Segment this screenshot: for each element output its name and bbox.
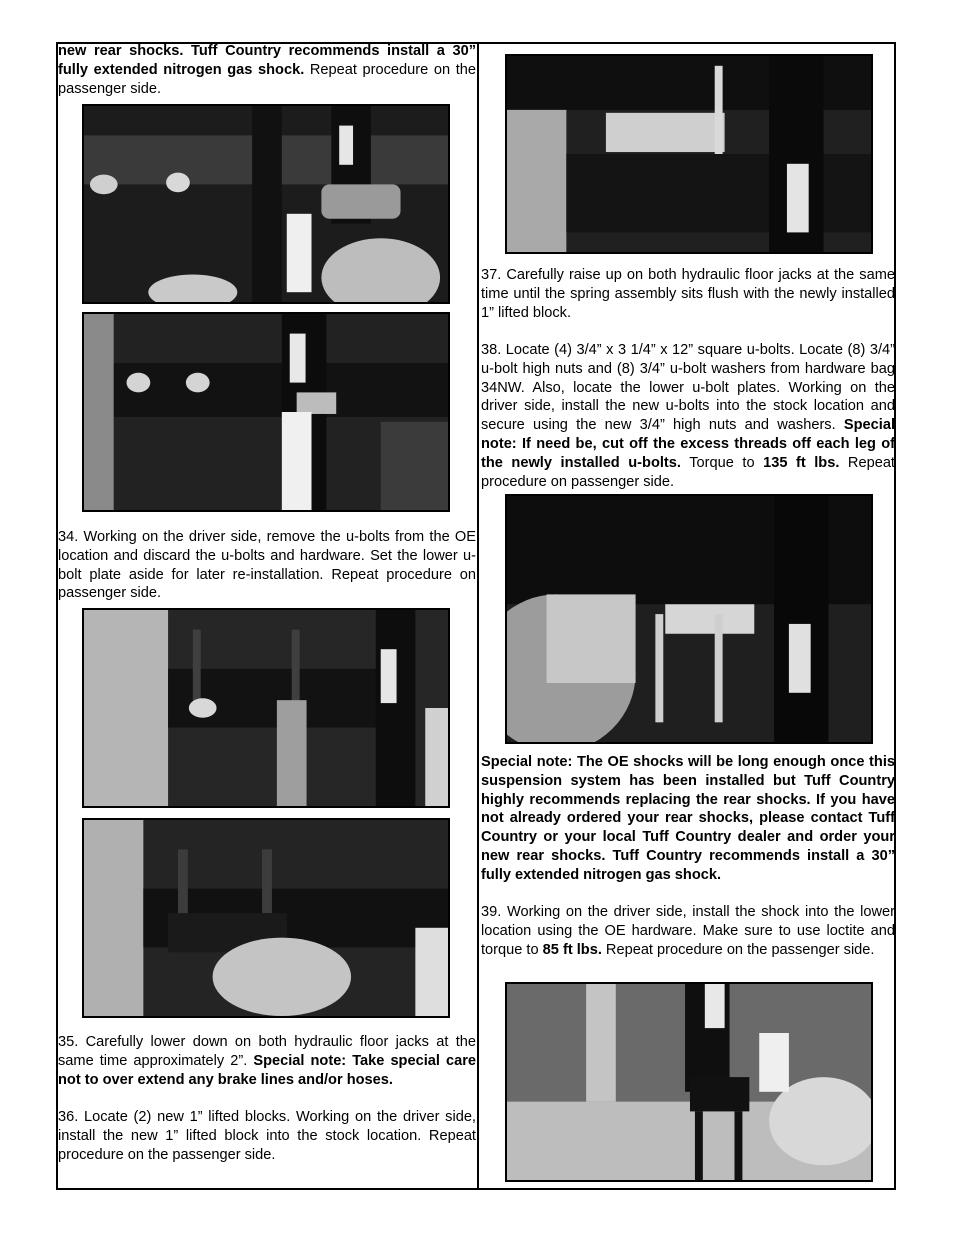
step-39 <box>481 903 895 959</box>
step-38-torque: 135 ft lbs. <box>763 454 840 471</box>
intro-bold: new rear shocks. Tuff Country recommends install a 30” fully extended nitrogen gas shock. <box>58 43 476 78</box>
step-39-repeat: Repeat procedure on the passenger side. <box>601 941 875 958</box>
step-38-repeat: Repeat procedure on passenger side. <box>481 454 895 490</box>
intro-rest: Repeat procedure on the passenger side. <box>58 61 476 97</box>
step-38-torque-label: Torque to <box>680 454 764 471</box>
step-38-text: 38. Locate (4) 3/4” x 3 1/4” x 12” square u-bolts. Locate (8) 3/4” u-bolt high nuts and (8) 3/4” u-bolt washers from hardware bag 34NW. Also, locate the lower u-bolt plates. Working on the driver side, install the new u-bolts into the stock location and secure using the new 3/4” high nuts and washers. <box>481 342 895 434</box>
step-39-text: 39. Working on the driver side, install the shock into the lower location using the OE hardware. Make sure to use loctite and torque to <box>481 904 895 958</box>
photo-ubolt-plate <box>82 818 450 1018</box>
step-38 <box>481 341 895 491</box>
column-divider <box>477 42 479 1190</box>
step-39-torque: 85 ft lbs. <box>542 941 602 958</box>
special-note-text: Special note: The OE shocks will be long enough once this suspension system has been installed but Tuff Country highly recommends replacing the rear shocks. If you have not already ordered your rear shocks, please contact Tuff Country or your local Tuff Country dealer and order your new rear shocks. Tuff Country recommends install a 30” fully extended nitrogen gas shock. <box>481 754 895 883</box>
photo-shock-removal-impact <box>82 104 450 304</box>
photo-lifted-block-gap <box>505 54 873 254</box>
step-34: 34. Working on the driver side, remove the u-bolts from the OE location and discard the u-bolts and hardware. Set the lower u-bolt plate aside for later re-installation. Repeat procedure on passenger side. <box>58 529 476 602</box>
step-36: 36. Locate (2) new 1” lifted blocks. Working on the driver side, install the new 1” lifted block into the stock location. Repeat procedure on the passenger side. <box>58 1109 476 1163</box>
photo-ubolt-removal <box>82 608 450 808</box>
photo-shock-install <box>505 982 873 1182</box>
intro-paragraph <box>58 42 476 98</box>
photo-shock-lower-mount <box>82 312 450 512</box>
step-35-text: 35. Carefully lower down on both hydraulic floor jacks at the same time approximately 2”. <box>58 1034 476 1069</box>
step-37: 37. Carefully raise up on both hydraulic floor jacks at the same time until the spring assembly sits flush with the newly installed 1” lifted block. <box>481 267 895 321</box>
step-38-note: Special note: If need be, cut off the excess threads off each leg of the newly installed u-bolts. <box>481 417 895 471</box>
step-35 <box>58 1033 476 1089</box>
special-note <box>481 753 895 885</box>
step-35-note: Special note: Take special care not to over extend any brake lines and/or hoses. <box>58 1052 477 1088</box>
photo-ubolts-installed <box>505 494 873 744</box>
